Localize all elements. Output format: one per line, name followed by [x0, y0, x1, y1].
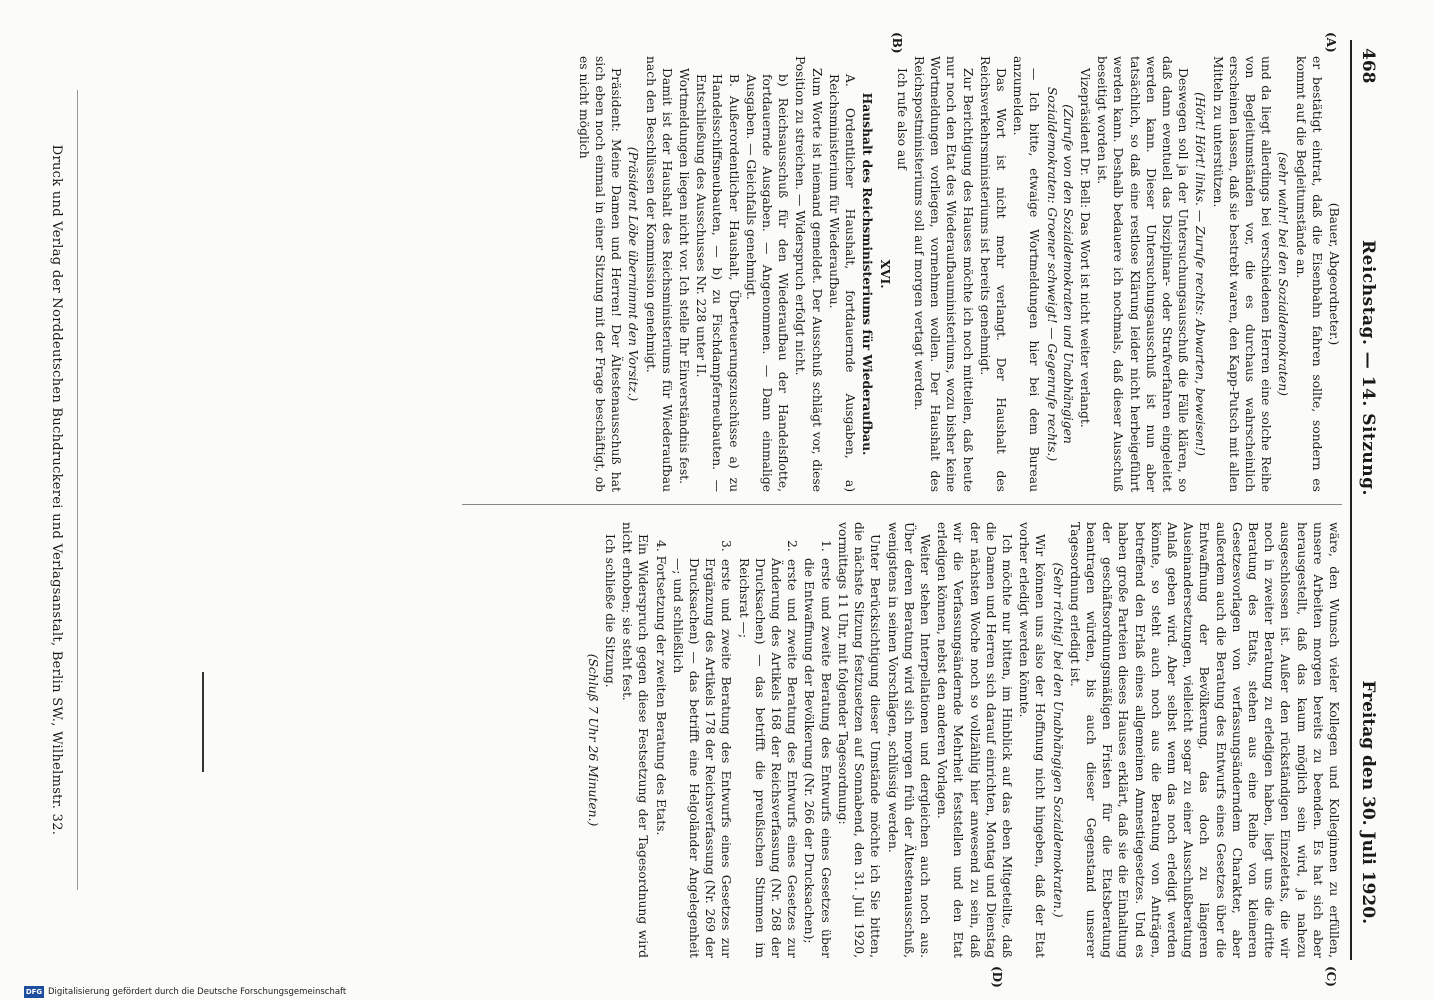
column-divider: [462, 504, 1342, 505]
paragraph: und da liegt allerdings bei verschiedenen Herren eine solche Reihe von Begleitumständen vor, die es durchaus wahrscheinlich erscheinen lassen, daß sie bestrebt waren, den Kapp-Putsch mit allen Mitteln zu unterstützen.: [1210, 56, 1274, 492]
paragraph: Wir können uns also der Hoffnung nicht hingeben, daß der Etat vorher erledigt werden könnte.: [1017, 522, 1048, 958]
paragraph: B. Außerordentlicher Haushalt, Überteuerungszuschüsse a) zu Handelsschiffsneubauten, — b) zu Fischdampferneubauten. — Entschließung des Ausschusses Nr. 228 unter II.: [694, 74, 741, 492]
interjection: (Hört! Hört! links. — Zurufe rechts: Abwarten, beweisen!): [1193, 92, 1208, 456]
interjection: (Präsident Löbe übernimmt den Vorsitz.): [626, 146, 641, 402]
paragraph: Zur Berichtigung des Hauses möchte ich noch mitteilen, daß heute nur noch den Etat des Wiederaufbauministeriums, wozu bisher keine Wortmeldungen vorliegen, vornehmen wollen. Der Haushalt des Reichspostministeriums soll auf morgen vertagt werden.: [911, 56, 975, 492]
paragraph: Damit ist der Haushalt des Reichsministeriums für Wiederaufbau nach den Beschlüssen der Kommission genehmigt.: [643, 56, 674, 492]
margin-letter-c: (C): [1324, 966, 1338, 987]
agenda-item: 1. erste und zweite Beratung des Entwurfs eines Gesetzes über die Entwaffnung der Bevölkerung (Nr. 266 der Drucksachen);: [802, 540, 833, 958]
section-title: Haushalt des Reichsministeriums für Wiederaufbau.: [860, 92, 876, 456]
paragraph: A. Ordentlicher Haushalt, fortdauernde Ausgaben, a) Reichsministerium für Wiederaufbau.: [826, 74, 858, 492]
paragraph: b) Reichsausschuß für den Wiederaufbau der Handelsflotte, fortdauernde Ausgaben. — Angenommen. — Dann einmalige Ausgaben. — Gleichfalls genehmigt.: [743, 74, 791, 492]
section-number: XVI.: [877, 259, 893, 289]
paragraph: Vizepräsident Dr. Bell: Das Wort ist nicht weiter verlangt.: [1077, 68, 1092, 428]
paragraph: Weiter stehen Interpellationen und dergleichen auch noch aus. Über deren Beratung wird sich morgen früh der Ältestenausschuß, wenigstens in seinen Vorschlägen, schlüssig werden.: [885, 522, 932, 958]
paragraph: Zum Worte ist niemand gemeldet. Der Ausschuß schlägt vor, diese Position zu streichen. — Widerspruch erfolgt nicht.: [793, 56, 824, 492]
margin-letter-b: (B): [890, 32, 904, 54]
paragraph: Deswegen soll ja der Untersuchungsausschuß die Fälle klären, so daß dann eventuell das Disziplinar- oder Strafverfahren eingeleitet werden kann. Dieser Untersuchungsausschuß ist nun aber tatsächlich, so daß eine restlose Klärung leider nicht herbeigeführt werden kann. Deshalb bedauere ich nochmals, daß dieser Ausschuß beseitigt worden ist.: [1095, 56, 1191, 492]
paragraph: Das Wort ist nicht mehr verlangt. Der Haushalt des Reichsverkehrsministeriums ist bereits genehmigt.: [977, 56, 1008, 492]
paragraph: Ich rufe also auf: [894, 68, 909, 170]
paragraph: Ich schließe die Sitzung.: [603, 534, 618, 688]
speaker-line: (Bauer, Abgeordneter.): [1327, 202, 1341, 346]
paragraph: Präsident: Meine Damen und Herren! Der Ältestenausschuß hat sich eben noch einmal in einer Sitzung mit der Frage beschäftigt, ob es nicht möglich: [576, 56, 624, 492]
paragraph: Wortmeldungen liegen nicht vor. Ich stelle Ihr Einverständnis fest.: [677, 68, 692, 484]
paragraph: er bestätigt eintrat, daß die Eisenbahn fahren sollte, sondern es kommt auf die Begleitumstände an.: [1293, 56, 1324, 492]
agenda-item: 2. erste und zweite Beratung des Entwurfs eines Gesetzes zur Änderung des Artikels 168 der Reichsverfassung (Nr. 268 der Drucksachen) — das betrifft die preußischen Stimmen im Reichsrat —;: [736, 540, 800, 958]
running-title: Reichstag. — 14. Sitzung.: [1358, 240, 1378, 496]
agenda-item: 3. erste und zweite Beratung des Entwurfs eines Gesetzes zur Ergänzung des Artikels 178 der Reichsverfassung (Nr. 269 der Drucksachen) — das betrifft eine Helgoländer Angelegenheit —; und schließlich: [670, 540, 734, 958]
paragraph: Unter Berücksichtigung dieser Umstände möchte ich Sie bitten, die nächste Sitzung festzusetzen auf Sonnabend, den 31. Juli 1920, vormittags 11 Uhr, mit folgender Tagesordnung:: [835, 522, 883, 958]
imprint-rule: [77, 90, 78, 890]
closing-time: (Schluß 7 Uhr 26 Minuten.): [585, 653, 600, 827]
end-rule: [202, 672, 204, 772]
header-date: Freitag den 30. Juli 1920.: [1358, 680, 1378, 924]
right-column: [362, 522, 1342, 958]
paragraph: wäre, den Wunsch vieler Kollegen und Kolleginnen zu erfüllen, unsere Arbeiten morgen bereits zu beenden. Es hat sich aber herausgestellt, daß das kaum möglich sein wird, ja nahezu ausgeschlossen ist. Außer den rückständigen Einzeletats, die wir noch in zweiter Beratung zu erledigen haben, liegt uns die dritte Beratung des Etats, stehen aus eine Reihe von kleineren Gesetzesvorlagen von verfassungsänderndem Charakter, aber außerdem auch die Beratung des Entwurfs eines Gesetzes über die Entwaffnung der Bevölkerung, das doch zu längeren Auseinandersetzungen, vielleicht sogar zu einer Ausschußberatung Anlaß geben wird. Aber selbst wenn das noch erledigt werden könnte, so steht auch noch aus die Beratung von Anträgen, betreffend den Erlaß eines allgemeinen Amnestiegesetzes. Und es haben große Parteien dieses Hauses erklärt, daß sie die Einhaltung der geschäftsordnungsmäßigen Fristen für die Etatsberatung beantragen würden, bis auch dieser Gegenstand unserer Tagesordnung erledigt ist.: [1067, 522, 1341, 958]
page-number: 468: [1358, 48, 1378, 84]
credit-text: Digitalisierung gefördert durch die Deutsche Forschungsgemeinschaft: [48, 987, 347, 997]
agenda-item: 4. Fortsetzung der zweiten Beratung des Etats.: [653, 540, 668, 836]
digitization-credit: [24, 986, 346, 998]
imprint: Druck und Verlag der Norddeutschen Buchdruckerei und Verlagsanstalt, Berlin SW., Wilhelmstr. 32.: [49, 144, 64, 836]
margin-letter-d: (D): [990, 966, 1004, 988]
paragraph: — Ich bitte, etwaige Wortmeldungen hier bei dem Bureau anzumelden.: [1011, 56, 1042, 492]
interjection: (sehr wahr! bei den Sozialdemokraten): [1276, 152, 1291, 396]
interjection: (Sehr richtig! bei den Unabhängigen Sozialdemokraten.): [1050, 562, 1065, 918]
paragraph: Ein Widerspruch gegen diese Festsetzung der Tagesordnung wird nicht erhoben; sie steht fest.: [620, 522, 651, 958]
margin-letter-a: (A): [1324, 32, 1338, 53]
paragraph: Ich möchte nur bitten, im Hinblick auf das eben Mitgeteilte, daß die Damen und Herren sich darauf einrichten, Montag und Dienstag der nächsten Woche noch so vollzählig hier anwesend zu sein, daß wir die Verfassungsändernde Mehrheit feststellen und den Etat erledigen können, nebst den anderen Vorlagen.: [935, 522, 1014, 958]
dfg-logo-icon: DFG: [25, 988, 43, 996]
left-column: [362, 56, 1342, 492]
page-header: [1350, 40, 1384, 960]
interjection: (Zurufe von den Sozialdemokraten und Unabhängigen Sozialdemokraten: Groener schweigt! — Gegenrufe rechts.): [1044, 86, 1075, 462]
